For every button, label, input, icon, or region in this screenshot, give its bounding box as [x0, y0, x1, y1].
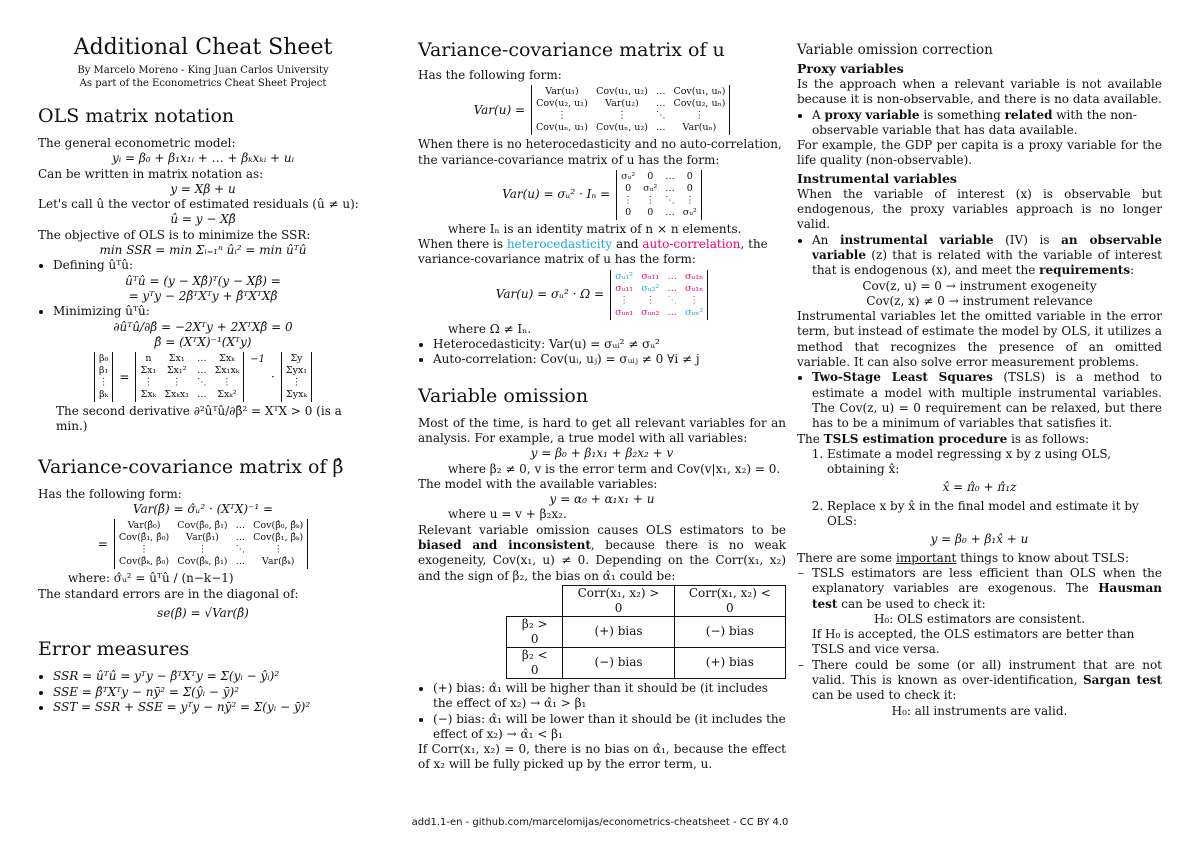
matrix-cell: ⋮ — [645, 294, 656, 306]
matrix-cell: σᵤ₂² — [641, 282, 660, 294]
homo-cells — [621, 171, 697, 219]
matrix-cell: ⋱ — [667, 294, 677, 306]
homo-text: When there is no heterocedasticity and no auto-correlation, the variance-covariance matrix of u has the form: — [418, 137, 782, 167]
matrix-cell: σᵤ₁₁ — [615, 282, 634, 294]
iv-bullet: • An instrumental variable (IV) is an observable variable (z) that is related with the variable of interest that is endogenous (x), and meet the requirements: — [812, 233, 1162, 279]
matrix-cell: Cov(β̂₁, β̂₀) — [118, 532, 170, 544]
matrix-cell: Σxₖ² — [217, 389, 237, 401]
vcov-beta-intro: Has the following form: — [38, 486, 182, 501]
matrix-cell: β₁ — [98, 365, 109, 377]
hetero-where: where Ω ≠ Iₙ. — [448, 321, 532, 336]
tsls-bullet: • Two-Stage Least Squares (TSLS) is a method to estimate a model with multiple instrumental variables. The Cov(z, u) = 0 requirement can be relaxed, but there has to be a minimum of variables that satisfies it. — [812, 370, 1162, 431]
error-sse: • SSE = β̂ᵀXᵀy − nȳ² = Σ(ŷᵢ − ȳ)² — [53, 685, 368, 700]
correction-heading: Variable omission correction — [797, 42, 993, 58]
matrix-cell: … — [667, 270, 677, 282]
error-ssr: • SSR = ûᵀû = yᵀy − β̂ᵀXᵀy = Σ(yᵢ − ŷᵢ)² — [53, 669, 368, 684]
table-row: β₂ > 0 (+) bias (−) bias — [507, 616, 786, 647]
iv-req1: Cov(z, u) = 0 → instrument exogeneity — [862, 278, 1097, 293]
xx-matrix — [135, 352, 244, 402]
ols-intro: The general econometric model: — [38, 136, 236, 150]
vcov-u-cells — [536, 86, 725, 134]
hetero-text: When there is heterocedasticity and auto-correlation, the variance-covariance matrix of u has the form: — [418, 237, 768, 267]
matrix-cell: … — [665, 170, 675, 182]
hetero-cells — [615, 271, 703, 319]
omission-eq1: y = β₀ + β₁x₁ + β₂x₂ + v — [530, 446, 674, 461]
matrix-cell: σᵤ₁ₙ — [684, 270, 704, 282]
proxy-p1: Is the approach when a relevant variable is not available because it is non-observable, and there is no data available. — [797, 77, 1162, 107]
hetero-bullet: • Heterocedasticity: Var(u) = σᵤᵢ² ≠ σᵤ² — [433, 337, 786, 352]
omission-p1: Most of the time, is hard to get all relevant variables for an analysis. For example, a true model with all variables: — [418, 415, 786, 445]
hetero-matrix: Var(u) = σᵤ² · Ω = σᵤ₁² σᵤ₁₁ … σᵤ₁ₙ σᵤ₁₁ σᵤ₂² … σᵤ₁ₙ ⋮ ⋮ ⋱ ⋮ σᵤₙ₁ σᵤₙ₂ … σᵤₙ² — [418, 270, 786, 320]
matrix-cell: 0 — [625, 206, 632, 218]
matrix-cell: ⋮ — [689, 294, 699, 306]
matrix-cell: … — [665, 206, 675, 218]
matrix-cell: Σx₁xₖ — [214, 365, 240, 377]
hausman-note: – TSLS estimators are less efficient than OLS when the explanatory variables are exogenous. The Hausman test can be used to check it: — [812, 566, 1162, 612]
second-derivative: The second derivative ∂²ûᵀû/∂β̂² = XᵀX > 0 (is a min.) — [56, 404, 342, 434]
matrix-cell: σᵤₙ₁ — [615, 306, 634, 318]
matrix-cell: Σx₁ — [140, 365, 157, 377]
bias-table — [506, 585, 786, 679]
matrix-cell: Cov(uₙ, u₁) — [536, 122, 588, 134]
matrix-cell: ⋱ — [665, 194, 675, 206]
se-eq: se(β̂) = √Var(β̂) — [157, 605, 249, 620]
homo-where: where Iₙ is an identity matrix of n × n elements. — [448, 221, 742, 236]
matrix-cell: … — [665, 182, 675, 194]
negative-bias: • (−) bias: α̂₁ will be lower than it should be (it includes the effect of x₂) → α̂₁ < β₁ — [433, 712, 786, 743]
vcov-u-bullets — [418, 337, 786, 368]
matrix-cell: … — [197, 353, 207, 365]
matrix-cell: ⋮ — [617, 110, 627, 122]
column-left — [38, 34, 368, 715]
iv-p1: When the variable of interest (x) is observable but endogenous, the proxy variables approach is no longer valid. — [797, 186, 1162, 232]
matrix-cell: ⋮ — [645, 194, 655, 206]
footer: add1.1-en - github.com/marcelomijas/econometrics-cheatsheet - CC BY 4.0 — [411, 817, 789, 828]
proxy-bullet: • A proxy variable is something related with the non-observable variable that has data available. — [812, 108, 1162, 139]
ols-matrix-intro: Can be written in matrix notation as: — [38, 166, 264, 181]
vcov-beta-heading: Variance-covariance matrix of β̂ — [38, 455, 344, 478]
omission-eq2: y = α₀ + α₁x₁ + u — [549, 492, 655, 507]
ols-defining-eq1: ûᵀû = (y − Xβ̂)ᵀ(y − Xβ̂) = — [125, 273, 281, 288]
table-row: β₂ < 0 (−) bias (+) bias — [507, 647, 786, 678]
autocorrelation-term: auto-correlation — [642, 237, 741, 252]
matrix-cell: ⋮ — [619, 294, 629, 306]
ols-bullets — [38, 258, 368, 273]
matrix-cell: … — [197, 365, 207, 377]
matrix-cell: … — [235, 532, 246, 544]
vcov-beta-eq: Var(β̂) = σ̂ᵤ² · (XᵀX)⁻¹ = — [132, 502, 274, 517]
matrix-cell: Σxₖ — [219, 353, 235, 365]
matrix-cell: σᵤ₁ₙ — [684, 282, 704, 294]
matrix-cell: σᵤₙ² — [684, 306, 704, 318]
vcov-beta-cells — [119, 520, 303, 568]
sheet-title: Additional Cheat Sheet — [73, 35, 333, 60]
column-middle — [418, 34, 786, 773]
column-right — [797, 34, 1162, 719]
proxy-p2: For example, the GDP per capita is a proxy variable for the life quality (non-observable). — [797, 138, 1162, 168]
bias-bullets — [418, 681, 786, 742]
important-line: There are some important things to know about TSLS: — [797, 550, 1130, 565]
iv-heading: Instrumental variables — [797, 170, 957, 186]
matrix-cell: … — [197, 389, 207, 401]
matrix-cell: σᵤ² — [682, 206, 697, 218]
vcov-u-heading: Variance-covariance matrix of u — [418, 39, 725, 61]
omission-heading: Variable omission — [418, 384, 589, 407]
matrix-cell: ⋱ — [235, 544, 246, 556]
iv-req2: Cov(z, x) ≠ 0 → instrument relevance — [866, 293, 1093, 308]
matrix-cell: σᵤ² — [621, 170, 636, 182]
omission-p3: Relevant variable omission causes OLS estimators to be biased and inconsistent, because there is no weak exogeneity, Cov(x₁, u) ≠ 0. Depending on the Corr(x₁, x₂) and the sign of β₂, the bias on α̂₁ could be: — [418, 522, 786, 583]
matrix-cell: ⋮ — [291, 377, 302, 389]
ols-model-eq: yᵢ = β₀ + β₁x₁ᵢ + … + βₖxₖᵢ + uᵢ — [111, 151, 295, 166]
omission-where1: where β₂ ≠ 0, v is the error term and Cov(v|x₁, x₂) = 0. — [448, 461, 781, 476]
matrix-cell: σᵤ₁₁ — [641, 270, 660, 282]
matrix-cell: Cov(uₙ, u₂) — [595, 122, 648, 134]
matrix-cell: Var(u₁) — [545, 86, 579, 98]
vcov-beta-where: where: σ̂ᵤ² = ûᵀû / (n−k−1) — [68, 571, 234, 586]
errors-heading: Error measures — [38, 638, 190, 661]
tsls-step1-eq: x̂ = π̂₀ + π̂₁z — [942, 480, 1017, 495]
matrix-cell: Σxₖx₁ — [164, 389, 190, 401]
beta-vector-cells — [99, 353, 109, 401]
error-sst: • SST = SSR + SSE = yᵀy − nȳ² = Σ(yᵢ − ȳ)² — [53, 700, 368, 715]
matrix-cell: … — [667, 306, 677, 318]
tsls-procedure: The TSLS estimation procedure is as follows: — [797, 431, 1090, 446]
xx-matrix-cells — [140, 353, 239, 401]
matrix-cell: Var(u₂) — [605, 98, 639, 110]
matrix-cell: Σyx₁ — [285, 365, 308, 377]
homo-matrix: Var(u) = σᵤ² · Iₙ = σᵤ² 0 … 0 0 σᵤ² … 0 ⋮ ⋮ ⋱ ⋮ 0 0 … σᵤ² — [418, 170, 786, 220]
matrix-cell: Cov(u₂, u₁) — [536, 98, 588, 110]
se-intro: The standard errors are in the diagonal of: — [38, 586, 299, 601]
matrix-cell: ⋮ — [98, 377, 109, 389]
matrix-cell: … — [655, 98, 666, 110]
matrix-cell: n — [145, 353, 152, 365]
matrix-cell: Cov(u₁, uₙ) — [673, 86, 726, 98]
ols-residual-eq: û = y − Xβ̂ — [170, 212, 236, 227]
matrix-cell: ⋮ — [171, 377, 182, 389]
ols-heading: OLS matrix notation — [38, 105, 235, 127]
ols-minimizing: • Minimizing ûᵀû: — [53, 304, 368, 319]
matrix-cell: Σyxₖ — [286, 389, 307, 401]
project-line: As part of the Econometrics Cheat Sheet Project — [79, 78, 327, 89]
ols-objective-eq: min SSR = min Σᵢ₌₁ⁿ ûᵢ² = min ûᵀû — [99, 243, 307, 258]
positive-bias: • (+) bias: α̂₁ will be higher than it should be (it includes the effect of x₂) → α̂₁ > β₁ — [433, 681, 786, 712]
hausman-h0: H₀: OLS estimators are consistent. — [873, 611, 1086, 626]
matrix-cell: ⋮ — [143, 377, 154, 389]
tsls-notes — [797, 566, 1162, 612]
matrix-cell: ⋮ — [273, 544, 283, 556]
heterocedasticity-term: heterocedasticity — [506, 237, 613, 252]
matrix-cell: ⋮ — [197, 544, 208, 556]
sargan-note: – There could be some (or all) instrument that are not valid. This is known as over-identification, Sargan test can be used to check it: — [812, 658, 1162, 704]
proxy-heading: Proxy variables — [797, 61, 904, 76]
tsls-steps — [797, 447, 1162, 478]
tsls-step2-eq: y = β₀ + β₁x̂ + u — [930, 532, 1029, 547]
omission-where2: where u = v + β₂x₂. — [448, 507, 567, 522]
matrix-cell: Cov(β̂₀, β̂ₖ) — [253, 520, 304, 532]
tsls-step-1: 1. Estimate a model regressing x by z using OLS, obtaining x̂: — [827, 447, 1162, 478]
beta-vector — [94, 352, 114, 402]
matrix-cell: ⋮ — [557, 110, 567, 122]
xy-vector — [281, 352, 312, 402]
matrix-cell: 0 — [686, 182, 693, 194]
matrix-cell: Cov(u₁, u₂) — [596, 86, 648, 98]
matrix-cell: ⋮ — [623, 194, 633, 206]
matrix-cell: 0 — [647, 170, 654, 182]
matrix-cell: ⋮ — [694, 110, 705, 122]
matrix-cell: ⋱ — [655, 110, 666, 122]
matrix-cell: Cov(β̂ₖ, β̂₁) — [177, 556, 228, 568]
matrix-cell: Cov(β̂ₖ, β̂₀) — [118, 556, 170, 568]
matrix-cell: Σy — [290, 353, 303, 365]
hausman-followup: If H₀ is accepted, the OLS estimators are better than TSLS and vice versa. — [812, 627, 1135, 657]
ols-matrix-eq: y = Xβ + u — [170, 181, 236, 196]
omission-p4: If Corr(x₁, x₂) = 0, there is no bias on α̂₁, because the effect of x₂ will be fully picked up by the error term, u. — [418, 742, 786, 772]
matrix-cell: … — [655, 86, 666, 98]
matrix-cell: Σxₖ — [140, 389, 157, 401]
matrix-cell: 0 — [625, 182, 632, 194]
matrix-cell: Σx₁² — [166, 365, 187, 377]
ols-defining: • Defining ûᵀû: — [53, 258, 368, 273]
sargan-h0: H₀: all instruments are valid. — [891, 703, 1068, 718]
matrix-cell: Var(uₙ) — [682, 122, 717, 134]
matrix-cell: Var(β̂₀) — [127, 520, 161, 532]
ols-defining-eq2: = yᵀy − 2β̂ᵀXᵀy + β̂ᵀXᵀXβ̂ — [128, 288, 278, 303]
ols-minimizing-eq2: β̂ = (XᵀX)⁻¹(Xᵀy) — [154, 334, 252, 349]
matrix-cell: ⋮ — [139, 544, 149, 556]
matrix-cell: 0 — [647, 206, 654, 218]
auto-bullet: • Auto-correlation: Cov(uᵢ, uⱼ) = σᵤᵢⱼ ≠ 0 ∀i ≠ j — [433, 352, 786, 367]
matrix-cell: Var(β̂₁) — [185, 532, 219, 544]
ols-minimizing-eq1: ∂ûᵀû/∂β̂ = −2Xᵀy + 2XᵀXβ̂ = 0 — [113, 319, 293, 334]
matrix-cell: Σx₁ — [168, 353, 185, 365]
ols-normal-equations: β₀ β₁ ⋮ βₖ = n Σx₁ … Σxₖ Σx₁ Σx₁² … Σx₁xₖ ⋮ ⋮ ⋱ ⋮ Σxₖ Σxₖx₁ … Σxₖ² −1 · Σy Σyx₁ ⋮ Σyxₖ — [38, 352, 368, 402]
matrix-cell: Var(β̂ₖ) — [261, 556, 295, 568]
iv-p2: Instrumental variables let the omitted variable in the error term, but instead of estimate the model by OLS, it utilizes a method that recognizes the presence of an omitted variable. It can also solve error measurement problems. — [797, 309, 1162, 370]
matrix-cell: Cov(β̂₁, β̂ₖ) — [253, 532, 304, 544]
tsls-step-2: 2. Replace x by x̂ in the final model and estimate it by OLS: — [827, 499, 1162, 530]
bias-table-header: Corr(x₁, x₂) > 0 Corr(x₁, x₂) < 0 — [507, 585, 786, 616]
matrix-cell: 0 — [686, 170, 693, 182]
matrix-cell: βₖ — [99, 389, 109, 401]
ols-objective: The objective of OLS is to minimize the SSR: — [38, 227, 311, 242]
matrix-cell: … — [667, 282, 677, 294]
vcov-beta-matrix: = Var(β̂₀) Cov(β̂₀, β̂₁) … Cov(β̂₀, β̂ₖ) Cov(β̂₁, β̂₀) Var(β̂₁) … Cov(β̂₁, β̂ₖ) ⋮ ⋮ ⋱ ⋮ Cov(β̂ₖ, β̂₀) Cov(β̂ₖ, β̂₁) … Var(β̂ₖ) — [38, 519, 368, 569]
byline: By Marcelo Moreno - King Juan Carlos University — [77, 65, 329, 76]
matrix-cell: Cov(β̂₀, β̂₁) — [177, 520, 228, 532]
omission-p2: The model with the available variables: — [418, 476, 658, 491]
matrix-cell: Cov(u₂, uₙ) — [673, 98, 726, 110]
xy-vector-cells — [286, 353, 307, 401]
matrix-cell: σᵤ₁² — [615, 270, 634, 282]
matrix-cell: ⋮ — [222, 377, 232, 389]
matrix-cell: ⋱ — [197, 377, 207, 389]
matrix-cell: … — [235, 520, 246, 532]
matrix-cell: β₀ — [98, 353, 109, 365]
matrix-cell: … — [235, 556, 246, 568]
matrix-cell: … — [655, 122, 666, 134]
vcov-u-matrix: Var(u) = Var(u₁) Cov(u₁, u₂) … Cov(u₁, uₙ) Cov(u₂, u₁) Var(u₂) … Cov(u₂, uₙ) ⋮ ⋮ ⋱ ⋮ Cov(uₙ, u₁) Cov(uₙ, u₂) … Var(uₙ) — [418, 85, 786, 135]
matrix-cell: σᵤ² — [643, 182, 658, 194]
matrix-cell: ⋮ — [685, 194, 695, 206]
errors-list — [38, 669, 368, 715]
ols-residual-intro: Let's call û the vector of estimated residuals (û ≠ u): — [38, 197, 359, 212]
vcov-u-intro: Has the following form: — [418, 68, 562, 82]
matrix-cell: σᵤₙ₂ — [641, 306, 660, 318]
